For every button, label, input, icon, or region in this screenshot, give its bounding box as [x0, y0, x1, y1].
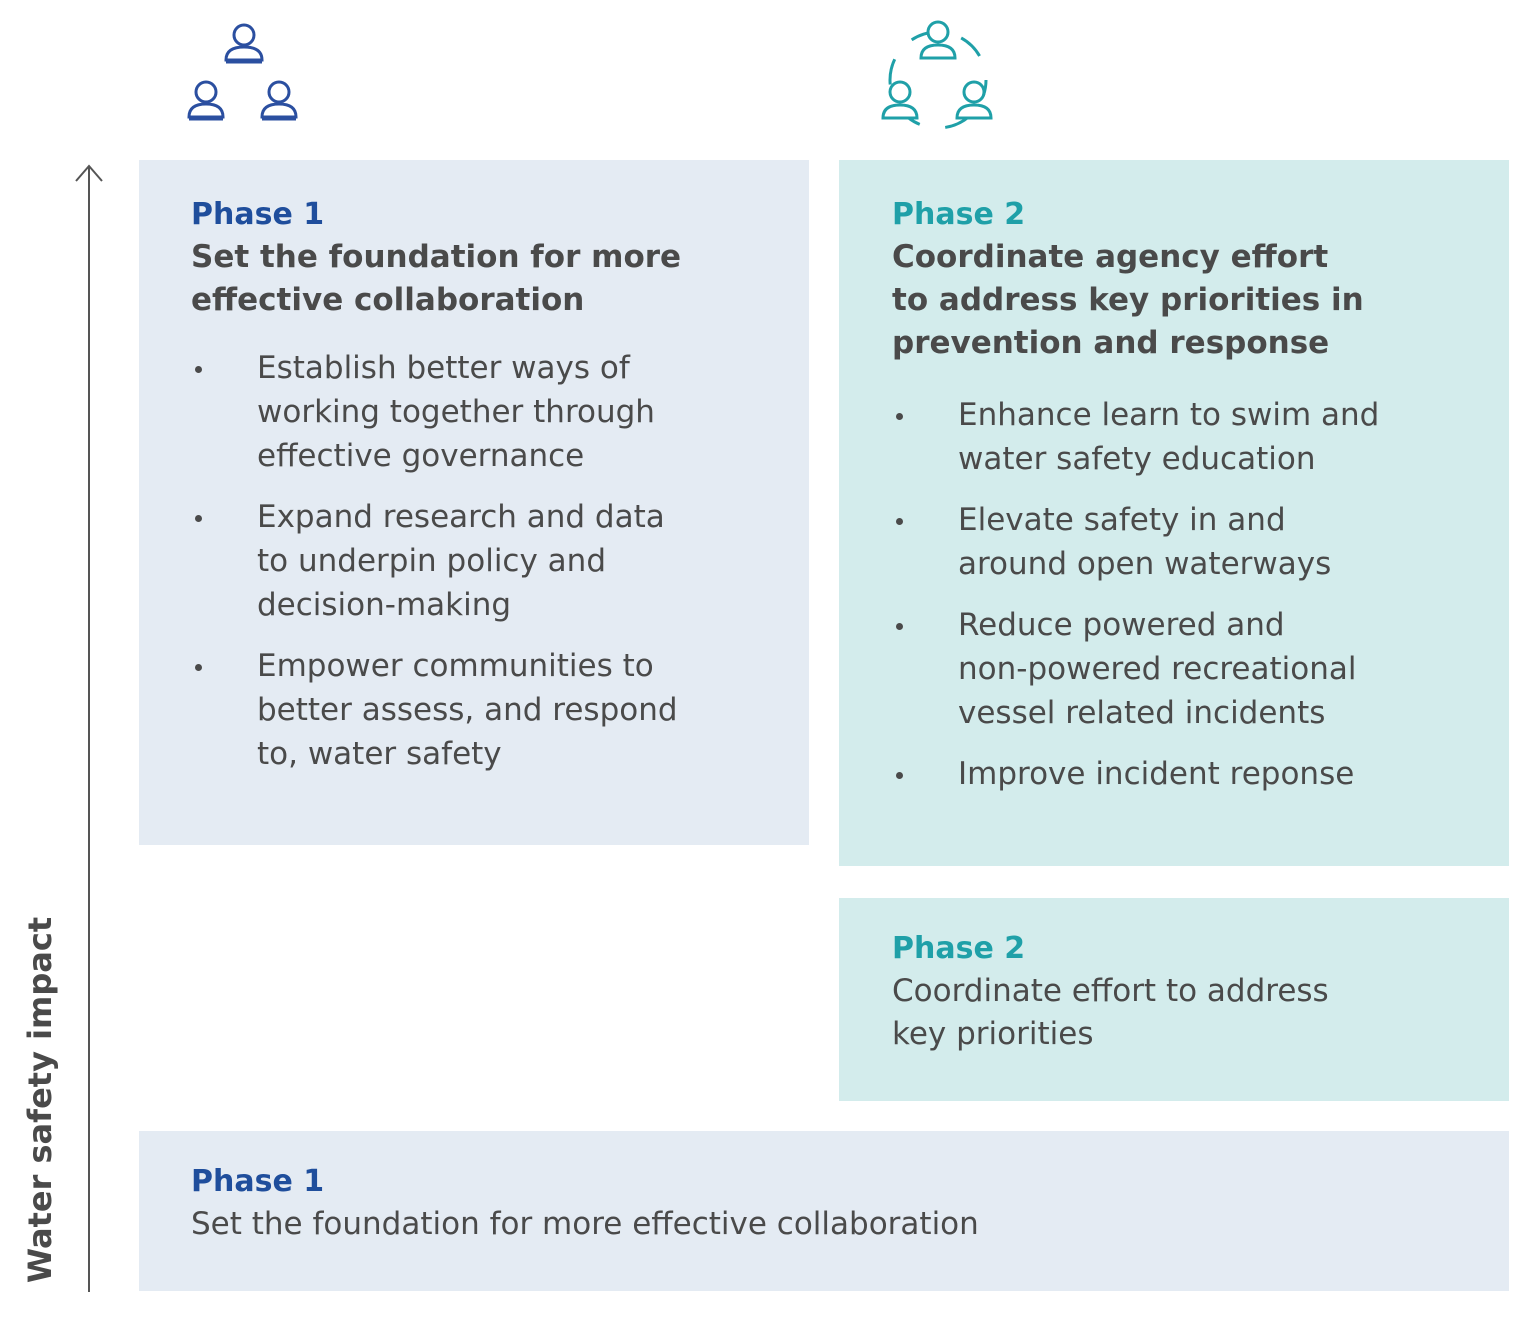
arrow-up-icon [75, 163, 103, 185]
bullet-list [191, 346, 769, 776]
bullet-list [892, 393, 1469, 796]
phase-description: Coordinate effort to address key priorities [892, 973, 1329, 1052]
phase2-summary-box [839, 898, 1509, 1101]
list-item: Expand research and data to underpin policy and decision-making [191, 495, 769, 627]
connected-people-icon [878, 18, 998, 142]
axis-line [88, 166, 90, 1292]
phase1-summary-box [139, 1131, 1509, 1291]
phase-label: Phase 1 [191, 197, 325, 232]
phase-label: Phase 1 [191, 1164, 325, 1199]
phase2-detail-box [839, 160, 1509, 866]
list-item: Empower communities to better assess, and respond to, water safety [191, 644, 769, 776]
phase-heading: Coordinate agency effort to address key priorities in prevention and response [892, 239, 1364, 361]
list-item: Establish better ways of working together through effective governance [191, 346, 769, 478]
axis-label: Water safety impact [21, 916, 59, 1284]
phase1-detail-box [139, 160, 809, 845]
list-item: Enhance learn to swim and water safety education [892, 393, 1469, 481]
phase-heading: Set the foundation for more effective collaboration [191, 239, 682, 318]
three-people-icon [186, 18, 302, 126]
phase-label: Phase 2 [892, 197, 1026, 232]
list-item: Elevate safety in and around open waterways [892, 498, 1469, 586]
phase-description: Set the foundation for more effective collaboration [191, 1206, 979, 1242]
phase-label: Phase 2 [892, 931, 1026, 966]
list-item: Reduce powered and non-powered recreational vessel related incidents [892, 603, 1469, 735]
list-item: Improve incident reponse [892, 752, 1469, 796]
